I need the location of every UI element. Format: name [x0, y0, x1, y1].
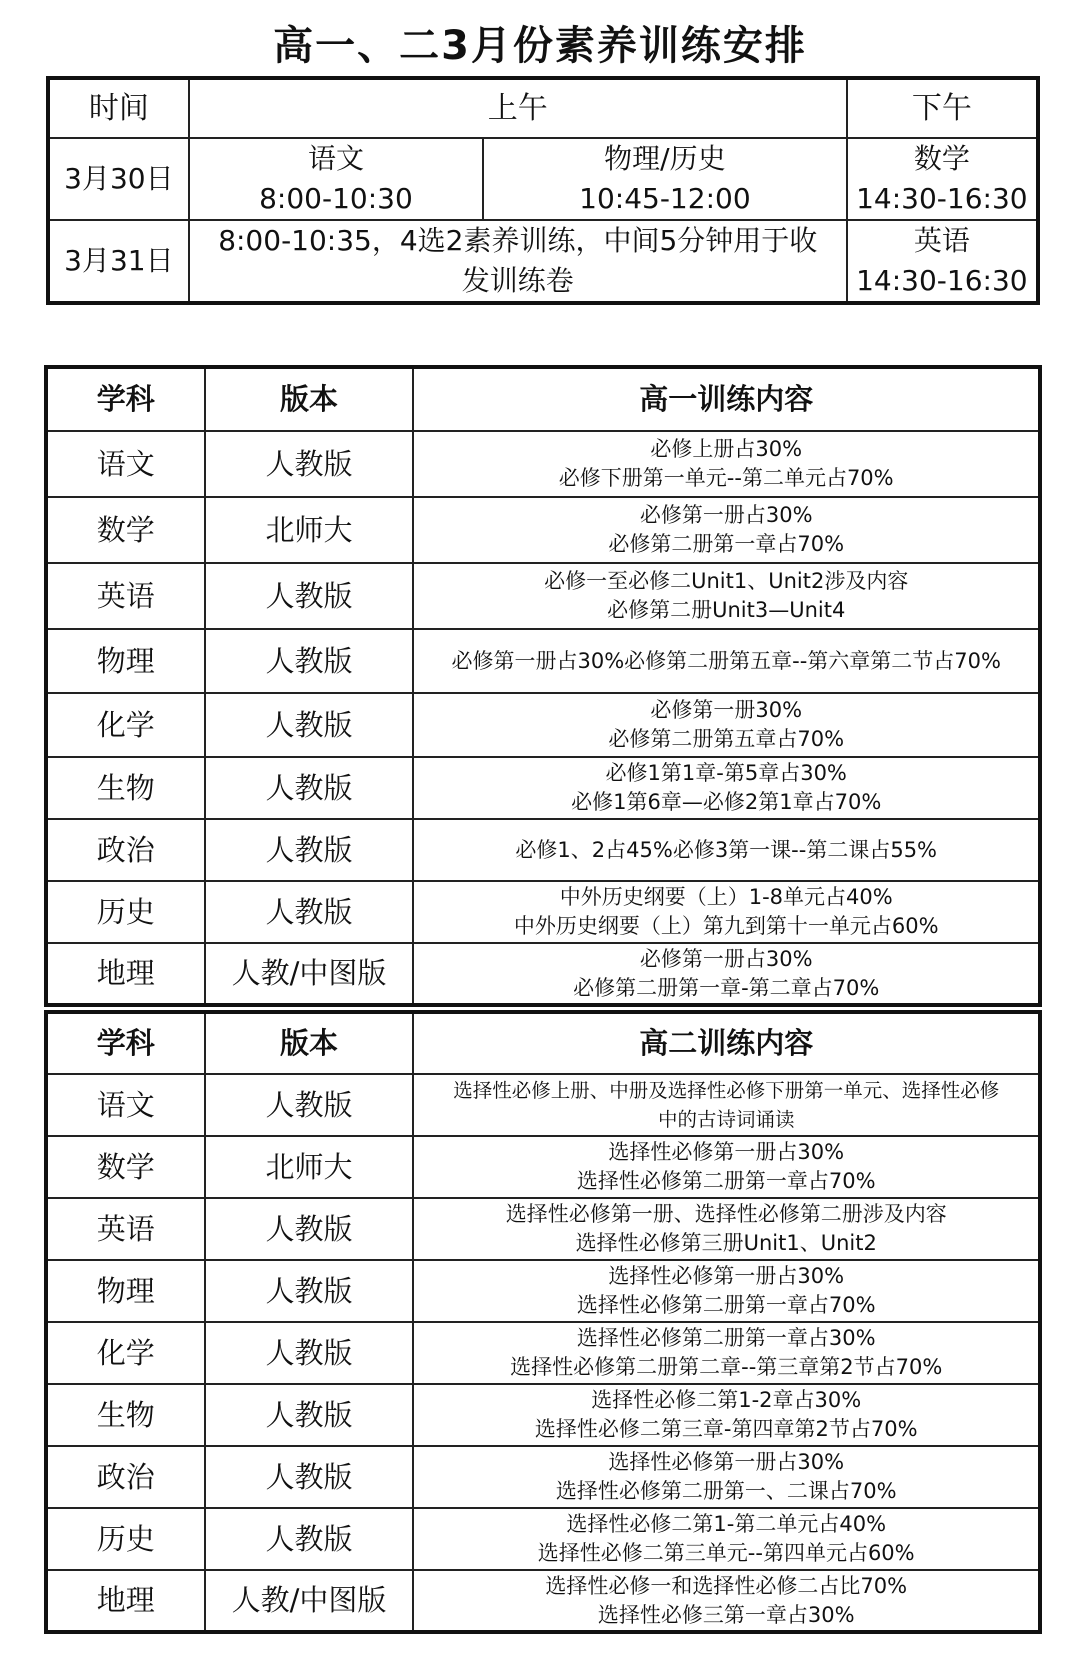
content-line: 中外历史纲要（上）第九到第十一单元占60% [513, 914, 939, 938]
content-line: 必修第二册第五章占70% [608, 727, 845, 751]
edition-cell: 人教版 [205, 431, 414, 497]
content-line: 选择性必修第二册第一章占70% [576, 1169, 876, 1193]
edition-cell: 人教版 [205, 629, 414, 693]
content-cell [413, 629, 1040, 693]
content-line: 必修第一册占30% [639, 946, 813, 971]
table-row [46, 881, 1040, 943]
subject-cell: 地理 [46, 1570, 205, 1632]
content-line: 中外历史纲要（上）1-8单元占40% [559, 885, 893, 909]
content-line: 选择性必修第三册Unit1、Unit2 [575, 1231, 877, 1255]
content-cell [413, 819, 1040, 881]
edition-cell: 人教版 [205, 1074, 414, 1136]
content-line: 选择性必修二第三单元--第四单元占60% [537, 1541, 915, 1565]
afternoon-slot [847, 220, 1038, 303]
content-line: 必修第一册占30%必修第二册第五章--第六章第二节占70% [451, 648, 1001, 673]
subject-cell: 语文 [46, 431, 205, 497]
content-line: 必修第一册占30% [639, 503, 813, 527]
content-line: 选择性必修第二册第二章--第三章第2节占70% [510, 1355, 943, 1379]
grade1-header-row [46, 367, 1040, 431]
edition-cell: 人教/中图版 [205, 1570, 414, 1632]
subject-cell: 英语 [46, 1198, 205, 1260]
content-cell [413, 1198, 1040, 1260]
content-line: 选择性必修第二册第一章占70% [576, 1293, 876, 1317]
header-content: 高二训练内容 [413, 1012, 1040, 1074]
content-line: 必修下册第一单元--第二单元占70% [558, 466, 894, 490]
edition-cell: 人教版 [205, 881, 414, 943]
content-cell [413, 757, 1040, 819]
morning-merged-slot [189, 220, 847, 303]
content-line: 选择性必修一和选择性必修二占比70% [545, 1573, 908, 1598]
edition-cell: 北师大 [205, 1136, 414, 1198]
subject-cell: 英语 [46, 563, 205, 629]
edition-cell: 北师大 [205, 497, 414, 563]
table-row [46, 497, 1040, 563]
slot-time: 8:00-10:30 [259, 182, 413, 215]
edition-cell: 人教版 [205, 1446, 414, 1508]
content-line: 中的古诗词诵读 [657, 1108, 795, 1131]
edition-cell: 人教版 [205, 1260, 414, 1322]
content-line: 必修第二册Unit3—Unit4 [607, 598, 846, 622]
content-line: 选择性必修二第三章-第四章第2节占70% [534, 1417, 918, 1441]
subject-cell: 生物 [46, 1384, 205, 1446]
content-line: 选择性必修二第1-2章占30% [591, 1388, 862, 1412]
content-line: 选择性必修第一册占30% [608, 1264, 845, 1288]
header-edition: 版本 [205, 1012, 414, 1074]
content-line: 选择性必修二第1-第二单元占40% [566, 1512, 887, 1536]
table-row [46, 1260, 1040, 1322]
table-row [46, 943, 1040, 1005]
subject-cell: 历史 [46, 881, 205, 943]
header-time: 时间 [48, 78, 189, 138]
content-cell [413, 1074, 1040, 1136]
table-row [46, 757, 1040, 819]
table-row [46, 431, 1040, 497]
slot-subject: 数学 [913, 142, 970, 175]
subject-cell: 物理 [46, 629, 205, 693]
table-row [46, 563, 1040, 629]
afternoon-slot [847, 138, 1038, 220]
subject-cell: 语文 [46, 1074, 205, 1136]
content-cell [413, 1570, 1040, 1632]
content-line: 必修第二册第一章占70% [608, 532, 845, 556]
table-row [46, 1384, 1040, 1446]
table-row [46, 629, 1040, 693]
content-line: 选择性必修第二册第一章占30% [576, 1326, 876, 1350]
content-line: 必修1、2占45%必修3第一课--第二课占55% [515, 837, 938, 862]
content-line: 选择性必修第一册占30% [608, 1450, 845, 1474]
subject-cell: 政治 [46, 1446, 205, 1508]
edition-cell: 人教版 [205, 819, 414, 881]
content-cell [413, 1446, 1040, 1508]
edition-cell: 人教版 [205, 757, 414, 819]
table-row [46, 1322, 1040, 1384]
slot-subject: 英语 [913, 224, 970, 257]
slot-time: 10:45-12:00 [579, 182, 751, 215]
content-line: 必修第二册第一章-第二章占70% [573, 975, 880, 1000]
subject-cell: 政治 [46, 819, 205, 881]
header-morning: 上午 [189, 78, 847, 138]
slot-subject: 语文 [307, 142, 364, 175]
edition-cell: 人教版 [205, 1508, 414, 1570]
morning-slot-b [483, 138, 847, 220]
slot-time: 14:30-16:30 [856, 182, 1028, 215]
table-row [46, 693, 1040, 757]
header-afternoon: 下午 [847, 78, 1038, 138]
subject-cell: 化学 [46, 1322, 205, 1384]
slot-line: 8:00-10:35，4选2素养训练，中间5分钟用于收 [218, 224, 818, 257]
content-cell [413, 1508, 1040, 1570]
edition-cell: 人教版 [205, 1322, 414, 1384]
edition-cell: 人教版 [205, 1198, 414, 1260]
content-cell [413, 1260, 1040, 1322]
date-cell: 3月31日 [48, 220, 189, 303]
content-line: 必修上册占30% [650, 437, 803, 461]
content-cell [413, 943, 1040, 1005]
edition-cell: 人教版 [205, 1384, 414, 1446]
content-cell [413, 563, 1040, 629]
date-cell: 3月30日 [48, 138, 189, 220]
grade1-content-table [44, 365, 1042, 1007]
content-cell [413, 693, 1040, 757]
content-line: 选择性必修三第一章占30% [597, 1602, 855, 1627]
table-row [46, 819, 1040, 881]
header-subject: 学科 [46, 1012, 205, 1074]
content-line: 选择性必修上册、中册及选择性必修下册第一单元、选择性必修 [453, 1079, 1000, 1102]
table-row [46, 1508, 1040, 1570]
table-row [46, 1570, 1040, 1632]
schedule-table [46, 76, 1040, 305]
header-content: 高一训练内容 [413, 367, 1040, 431]
subject-cell: 数学 [46, 1136, 205, 1198]
content-cell [413, 431, 1040, 497]
table-row [46, 1446, 1040, 1508]
subject-cell: 地理 [46, 943, 205, 1005]
grade2-header-row [46, 1012, 1040, 1074]
schedule-header-row [48, 78, 1038, 138]
content-line: 必修1第6章—必修2第1章占70% [571, 790, 882, 814]
content-cell [413, 881, 1040, 943]
subject-cell: 数学 [46, 497, 205, 563]
morning-slot-a [189, 138, 483, 220]
subject-cell: 生物 [46, 757, 205, 819]
schedule-row-0331 [48, 220, 1038, 303]
content-line: 选择性必修第一册、选择性必修第二册涉及内容 [505, 1202, 947, 1226]
edition-cell: 人教/中图版 [205, 943, 414, 1005]
edition-cell: 人教版 [205, 693, 414, 757]
grade2-content-table [44, 1010, 1042, 1634]
header-subject: 学科 [46, 367, 205, 431]
content-cell [413, 1136, 1040, 1198]
table-row [46, 1136, 1040, 1198]
slot-line: 发训练卷 [461, 264, 574, 297]
content-cell [413, 1322, 1040, 1384]
schedule-row-0330 [48, 138, 1038, 220]
content-line: 必修一至必修二Unit1、Unit2涉及内容 [544, 569, 909, 593]
table-row [46, 1074, 1040, 1136]
content-line: 必修第一册30% [650, 698, 803, 722]
content-cell [413, 497, 1040, 563]
header-edition: 版本 [205, 367, 414, 431]
table-row [46, 1198, 1040, 1260]
content-line: 选择性必修第二册第一、二课占70% [555, 1479, 897, 1503]
subject-cell: 历史 [46, 1508, 205, 1570]
slot-subject: 物理/历史 [604, 142, 726, 175]
subject-cell: 化学 [46, 693, 205, 757]
content-line: 必修1第1章-第5章占30% [605, 761, 847, 785]
content-cell [413, 1384, 1040, 1446]
content-line: 选择性必修第一册占30% [608, 1140, 845, 1164]
edition-cell: 人教版 [205, 563, 414, 629]
page-title: 高一、二3月份素养训练安排 [273, 23, 807, 69]
subject-cell: 物理 [46, 1260, 205, 1322]
slot-time: 14:30-16:30 [856, 264, 1028, 297]
